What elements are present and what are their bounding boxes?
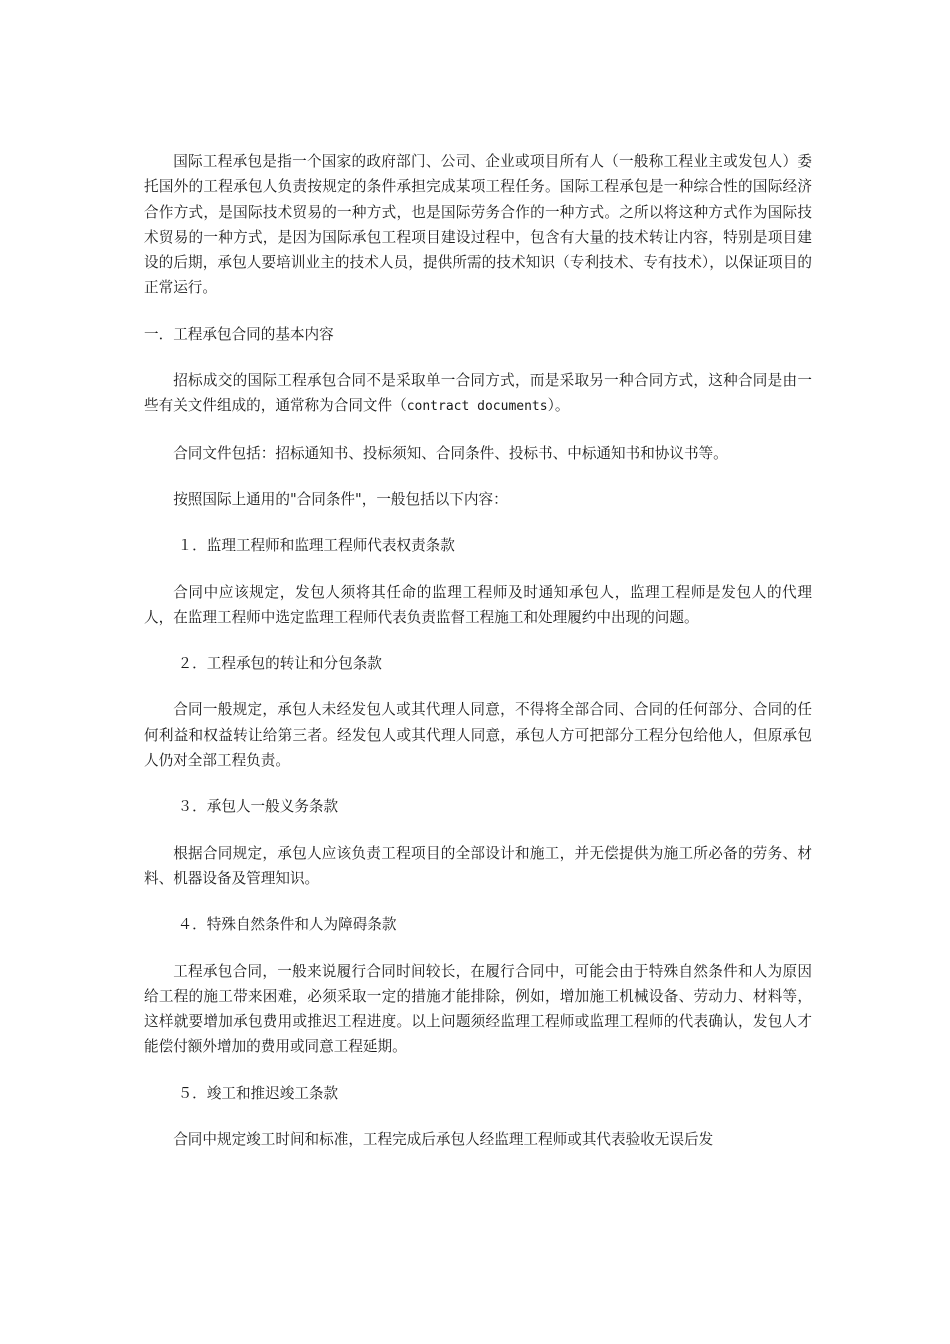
tender-text-b: ）。 bbox=[547, 397, 570, 415]
clause-text-3: 根据合同规定，承包人应该负责工程项目的全部设计和施工，并无偿提供为施工所必备的劳务、材料、机器设备及管理知识。 bbox=[144, 844, 812, 887]
clause-title-1: １．监理工程师和监理工程师代表权责条款 bbox=[177, 537, 455, 555]
clause-text-2: 合同一般规定，承包人未经发包人或其代理人同意，不得将全部合同、合同的任何部分、合同的任何利益和权益转让给第三者。经发包人或其代理人同意，承包人方可把部分工程分包给他人，但原承包人仍对全部工程负责。 bbox=[144, 701, 812, 770]
clause-title-5: ５．竣工和推迟竣工条款 bbox=[177, 1084, 339, 1102]
clause-text-1: 合同中应该规定，发包人须将其任命的监理工程师及时通知承包人，监理工程师是发包人的代理人，在监理工程师中选定监理工程师代表负责监督工程施工和处理履约中出现的问题。 bbox=[144, 583, 812, 626]
intro-paragraph: 国际工程承包是指一个国家的政府部门、公司、企业或项目所有人（一般称工程业主或发包人）委托国外的工程承包人负责按规定的条件承担完成某项工程任务。国际工程承包是一种综合性的国际经济合作方式，是国际技术贸易的一种方式，也是国际劳务合作的一种方式。之所以将这种方式作为国际技术贸易的一种方式，是因为国际承包工程项目建设过程中，包含有大量的技术转让内容，特别是项目建设的后期，承包人要培训业主的技术人员，提供所需的技术知识（专利技术、专有技术），以保证项目的正常运行。 bbox=[144, 153, 812, 297]
tender-text-a: 招标成交的国际工程承包合同不是采取单一合同方式，而是采取另一种合同方式，这种合同是由一些有关文件组成的，通常称为合同文件（ bbox=[144, 372, 812, 415]
section-heading: 一．工程承包合同的基本内容 bbox=[144, 325, 334, 343]
document-body bbox=[144, 149, 812, 1173]
clause-text-4: 工程承包合同，一般来说履行合同时间较长，在履行合同中，可能会由于特殊自然条件和人为原因给工程的施工带来困难，必须采取一定的措施才能排除，例如，增加施工机械设备、劳动力、材料等，这样就要增加承包费用或推迟工程进度。以上问题须经监理工程师或监理工程师的代表确认，发包人才能偿付额外增加的费用或同意工程延期。 bbox=[144, 962, 812, 1056]
contract-docs-paragraph: 合同文件包括：招标通知书、投标须知、合同条件、投标书、中标通知书和协议书等。 bbox=[173, 444, 728, 462]
contract-documents-term: contract documents bbox=[406, 399, 548, 415]
conditions-paragraph: 按照国际上通用的"合同条件"，一般包括以下内容： bbox=[173, 490, 508, 508]
tender-paragraph bbox=[144, 368, 812, 420]
clause-title-3: ３．承包人一般义务条款 bbox=[177, 798, 339, 816]
clause-text-5: 合同中规定竣工时间和标准，工程完成后承包人经监理工程师或其代表验收无误后发 bbox=[173, 1131, 714, 1149]
clause-title-2: ２．工程承包的转让和分包条款 bbox=[177, 655, 382, 673]
clause-title-4: ４．特殊自然条件和人为障碍条款 bbox=[177, 916, 397, 934]
